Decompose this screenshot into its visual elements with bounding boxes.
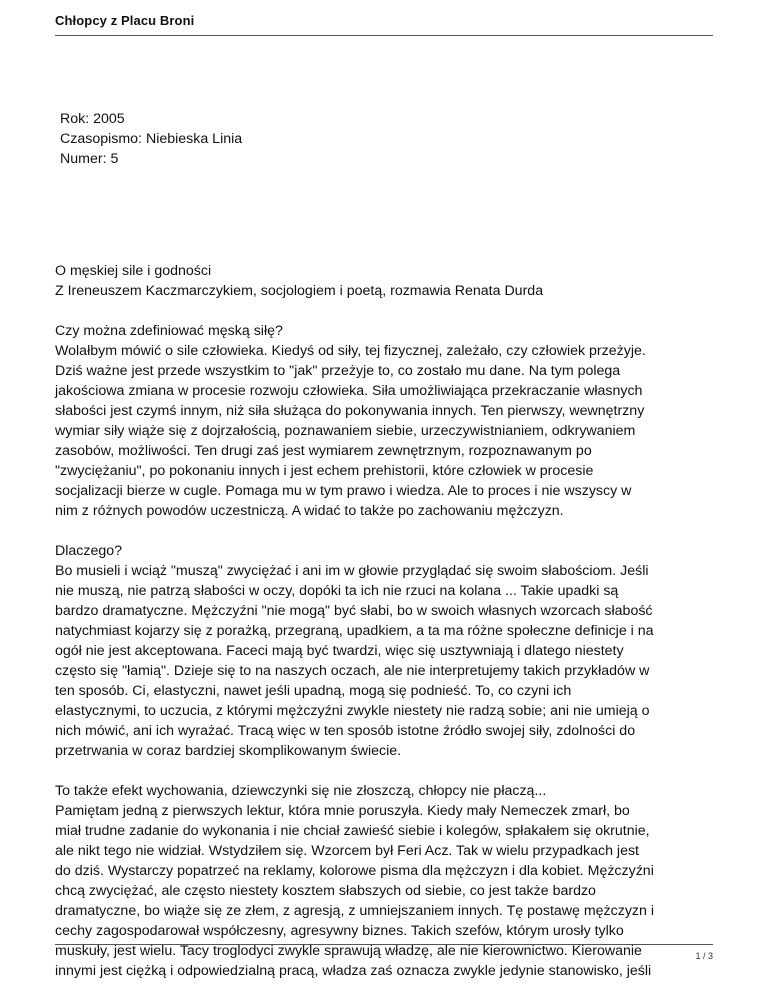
header-divider xyxy=(55,35,713,36)
answer-line: Pamiętam jedną z pierwszych lektur, która mnie poruszyła. Kiedy mały Nemeczek zmarł, bo xyxy=(55,803,630,819)
answer-line: często się "łamią". Dzieje się to na naszych oczach, ale nie interpretujemy takich przykładów w xyxy=(55,663,650,679)
answer-line: bardzo dramatyczne. Mężczyźni "nie mogą" być słabi, bo w swoich własnych wzorcach słabość xyxy=(55,603,653,619)
article-body xyxy=(55,261,727,981)
answer-line: zasobów, możliwości. Ten drugi zaś jest wymiarem zewnętrznym, rozpoznawanym po xyxy=(55,443,592,459)
answer-line: ogół nie jest akceptowana. Faceci mają być twardzi, więc się usztywniają i dlatego niestety xyxy=(55,643,624,659)
article-subtitle: Z Ireneuszem Kaczmarczykiem, socjologiem i poetą, rozmawia Renata Durda xyxy=(55,283,544,299)
interview-section-2 xyxy=(55,541,727,761)
answer-line: słabości jest czymś innym, niż siła służąca do pokonywania innych. Ten pierwszy, wewnętrzny xyxy=(55,403,645,419)
answer-line: jakościowa zmiana w procesie rozwoju człowieka. Siła umożliwiająca przekraczanie własnych xyxy=(55,383,643,399)
answer-line: natychmiast kojarzy się z porażką, przegraną, upadkiem, a ta ma różne społeczne definicje i na xyxy=(55,623,654,639)
answer-line: innymi jest ciężką i odpowiedzialną pracą, władza zaś oznacza zwykle jedynie stanowisko, jeśli xyxy=(55,963,652,979)
interview-section-3 xyxy=(55,781,727,981)
answer-line: muskuły, jest wielu. Tacy troglodyci zwykle sprawują władzę, ale nie kierownictwo. Kierowanie xyxy=(55,943,642,959)
paragraph-gap xyxy=(55,301,727,321)
answer-line: ale nikt tego nie widział. Wstydziłem się. Wzorcem był Feri Acz. Tak w wielu przypadkach jest xyxy=(55,843,639,859)
interview-question: Czy można zdefiniować męską siłę? xyxy=(55,323,283,339)
footer-divider xyxy=(55,944,713,945)
answer-line: cechy zagospodarował współczesny, agresywny biznes. Takich szefów, którym urosły tylko xyxy=(55,923,624,939)
answer-line: nich mówić, ani ich wyrażać. Tracą więc w ten sposób istotne źródło swojej siły, zdolności do xyxy=(55,723,636,739)
paragraph-gap xyxy=(55,521,727,541)
metadata-issue-number: Numer: 5 xyxy=(60,151,119,167)
answer-line: nim z różnych powodów uczestniczą. A widać to także po zachowaniu mężczyzn. xyxy=(55,503,564,519)
answer-line: Bo musieli i wciąż "muszą" zwyciężać i ani im w głowie przyglądać się swoim słabościom. Jeśli xyxy=(55,563,649,579)
answer-line: miał trudne zadanie do wykonania i nie chciał zawieść siebie i kolegów, spłakałem się okrutnie, xyxy=(55,823,650,839)
answer-line: wymiar siły wiąże się z dojrzałością, poznawaniem siebie, urzeczywistnianiem, odkrywaniem xyxy=(55,423,636,439)
answer-line: ten sposób. Ci, elastyczni, nawet jeśli upadną, mogą się podnieść. To, co czyni ich xyxy=(55,683,572,699)
interview-question: Dlaczego? xyxy=(55,543,123,559)
article-metadata xyxy=(60,109,242,169)
interview-question: To także efekt wychowania, dziewczynki się nie złoszczą, chłopcy nie płaczą... xyxy=(55,783,547,799)
answer-line: "zwyciężaniu", po pokonaniu innych i jest echem prehistorii, które człowiek w procesie xyxy=(55,463,594,479)
answer-line: Wolałbym mówić o sile człowieka. Kiedyś od siły, tej fizycznej, zależało, czy człowiek przeżyje. xyxy=(55,343,646,359)
answer-line: dramatyczne, bo wiąże się ze złem, z agresją, z umniejszaniem innych. Tę postawę mężczyzn i xyxy=(55,903,655,919)
answer-line: Dziś ważne jest przede wszystkim to "jak" przeżyje to, co zostało mu dane. Na tym polega xyxy=(55,363,621,379)
answer-line: przetrwania w coraz bardziej skomplikowanym świecie. xyxy=(55,743,402,759)
page-number: 1 / 3 xyxy=(695,951,713,961)
answer-line: nie muszą, nie patrzą słabości w oczy, dopóki ta ich nie rzuci na kolana ... Takie upadki są xyxy=(55,583,619,599)
paragraph-gap xyxy=(55,761,727,781)
article-title: O męskiej sile i godności xyxy=(55,263,212,279)
metadata-year: Rok: 2005 xyxy=(60,111,125,127)
answer-line: socjalizacji bierze w cugle. Pomaga mu w tym prawo i wiedza. Ale to proces i nie wszyscy w xyxy=(55,483,632,499)
interview-section-1 xyxy=(55,321,727,521)
metadata-magazine: Czasopismo: Niebieska Linia xyxy=(60,131,243,147)
answer-line: do dziś. Wystarczy popatrzeć na reklamy, kolorowe pisma dla mężczyzn i dla kobiet. Mężczyźni xyxy=(55,863,654,879)
document-header-title: Chłopcy z Placu Broni xyxy=(55,13,195,28)
answer-line: elastycznymi, to uczucia, z którymi mężczyźni zwykle niestety nie radzą sobie; ani nie umieją o xyxy=(55,703,650,719)
answer-line: chcą zwyciężać, ale często niestety kosztem słabszych od siebie, co jest także bardzo xyxy=(55,883,596,899)
